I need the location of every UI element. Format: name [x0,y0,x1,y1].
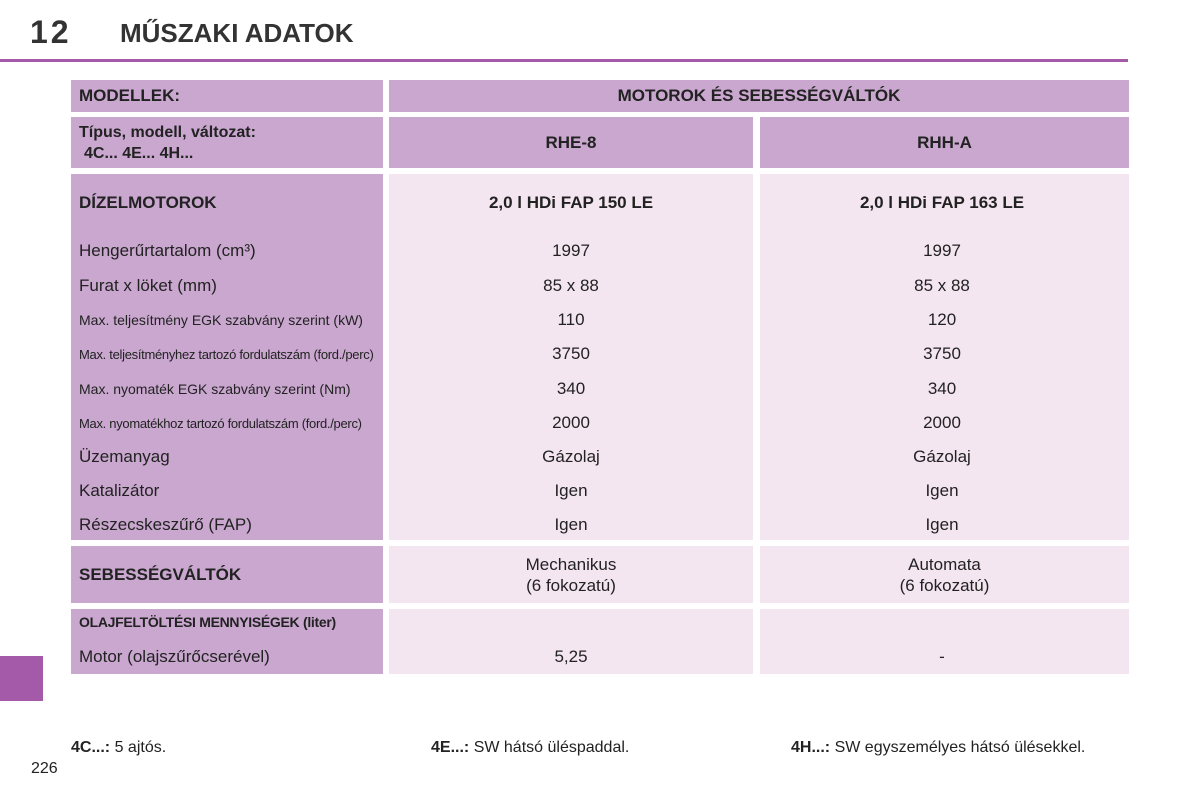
type-cell-2 [760,117,1129,168]
spec-value: 3750 [552,344,590,363]
spec-label-particle-filter: Részecskeszűrő (FAP) [79,515,252,534]
spec-value: Gázolaj [913,447,971,466]
gearbox-cell-1 [389,546,753,603]
footnote-key: 4H...: [791,739,831,756]
gearbox-label-cell [71,546,383,603]
oil-section-label: OLAJFELTÖLTÉSI MENNYISÉGEK (liter) [79,614,336,630]
spec-value: 1997 [552,241,590,260]
gearbox-value-2-line2: (6 fokozatú) [899,575,990,595]
spec-label-max-power: Max. teljesítmény EGK szabvány szerint (kW) [79,312,363,328]
footnote-key: 4C...: [71,739,111,756]
footnote-text: 5 ajtós. [114,739,167,756]
diesel-section-label: DÍZELMOTOROK [79,193,217,212]
gearbox-label: SEBESSÉGVÁLTÓK [79,564,242,584]
spec-value: 340 [927,379,957,398]
oil-value-1: 5,25 [554,647,588,666]
gearbox-value-1-line1: Mechanikus [525,554,617,574]
spec-label-max-torque: Max. nyomaték EGK szabvány szerint (Nm) [79,381,351,397]
spec-value: Igen [554,481,588,500]
type-value-1: RHE-8 [545,132,597,152]
spec-label-catalyst: Katalizátor [79,481,160,500]
footnote-key: 4E...: [431,739,470,756]
header-engines-cell [389,80,1129,112]
type-label-line1: Típus, modell, változat: [79,123,256,141]
engine-name-2: 2,0 l HDi FAP 163 LE [859,193,1025,212]
spec-value: 120 [927,310,957,329]
header-models-label: MODELLEK: [79,86,181,105]
spec-value: 2000 [552,413,590,432]
spec-value: 3750 [923,344,961,363]
gearbox-cell-2 [760,546,1129,603]
gearbox-value-1-line2: (6 fokozatú) [526,575,616,595]
type-value-2: RHH-A [917,132,972,152]
header-engines-label: MOTOROK ÉS SEBESSÉGVÁLTÓK [617,86,901,105]
header-models-cell [71,80,383,112]
footnote-text: SW egyszemélyes hátsó ülésekkel. [834,739,1086,756]
spec-value: 2000 [923,413,961,432]
spec-value: Igen [554,515,588,534]
spec-value: Igen [925,481,959,500]
footnote-text: SW hátsó üléspaddal. [473,739,630,756]
spec-value: Gázolaj [542,447,600,466]
footnote-4e [431,739,629,757]
oil-value-2: - [939,647,945,666]
oil-row-label: Motor (olajszűrőcserével) [79,647,270,666]
spec-value: 1997 [923,241,961,260]
chapter-tab-marker [0,656,43,701]
footnote-4c [71,739,166,757]
spec-value: 85 x 88 [543,276,599,295]
footnote-4h [791,739,1085,757]
spec-value: 340 [556,379,586,398]
type-label-line2: 4C... 4E... 4H... [84,144,194,162]
gearbox-value-2-line1: Automata [908,554,981,574]
chapter-title: MŰSZAKI ADATOK [120,18,354,48]
spec-label-torque-rpm: Max. nyomatékhoz tartozó fordulatszám (ford./perc) [79,416,362,431]
spec-value: 85 x 88 [914,276,970,295]
engine-name-1: 2,0 l HDi FAP 150 LE [488,193,654,212]
spec-label-fuel: Üzemanyag [79,447,170,466]
spec-label-displacement: Hengerűrtartalom (cm³) [79,241,256,260]
type-cell-1 [389,117,753,168]
chapter-number: 12 [30,14,72,50]
type-label-cell [71,117,383,168]
spec-value: Igen [925,515,959,534]
spec-label-power-rpm: Max. teljesítményhez tartozó fordulatszám (ford./perc) [79,347,374,362]
spec-value: 110 [557,310,585,329]
spec-label-bore-stroke: Furat x löket (mm) [79,276,217,295]
page-number: 226 [31,760,58,777]
title-divider [0,59,1128,62]
